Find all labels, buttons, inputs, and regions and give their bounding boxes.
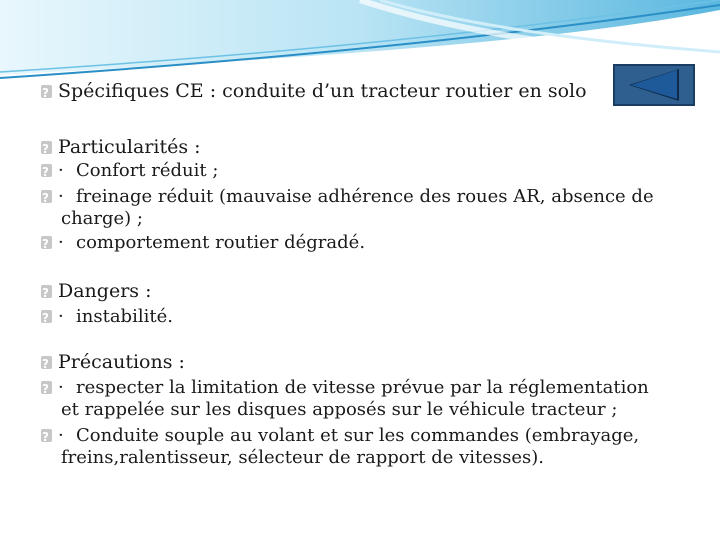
line-text: charge) ; <box>61 208 143 229</box>
line-text: freinage réduit (mauvaise adhérence des roues AR, absence de <box>76 186 654 207</box>
bullet-dot: · <box>58 425 64 446</box>
missing-glyph-icon <box>40 162 53 178</box>
missing-glyph-icon <box>40 139 53 155</box>
bullet-continuation <box>61 447 544 469</box>
back-button[interactable] <box>613 64 695 106</box>
bullet-dot: · <box>58 377 64 398</box>
line-text: instabilité. <box>76 306 173 327</box>
bullet-item <box>40 306 173 328</box>
missing-glyph-icon <box>40 283 53 299</box>
section-heading <box>40 351 185 373</box>
line-text: Conduite souple au volant et sur les commandes (embrayage, <box>76 425 640 446</box>
bullet-item <box>40 425 639 447</box>
section-heading <box>40 280 151 302</box>
line-text: Particularités : <box>58 136 201 158</box>
bullet-continuation <box>61 208 143 230</box>
line-text: Précautions : <box>58 351 185 373</box>
missing-glyph-icon <box>40 308 53 324</box>
bullet-item <box>40 186 654 208</box>
section-heading <box>40 136 201 158</box>
line-text: Confort réduit ; <box>76 160 219 181</box>
missing-glyph-icon <box>40 354 53 370</box>
line-text: freins,ralentisseur, sélecteur de rapport de vitesses). <box>61 447 545 468</box>
missing-glyph-icon <box>40 234 53 250</box>
bullet-continuation <box>61 399 617 421</box>
line-text: Spécifiques CE : conduite d’un tracteur routier en solo <box>58 80 587 102</box>
bullet-dot: · <box>58 186 64 207</box>
line-text: Dangers : <box>58 280 152 302</box>
section-heading <box>40 80 587 102</box>
bullet-dot: · <box>58 232 64 253</box>
header-wave-decoration <box>0 0 720 85</box>
line-text: et rappelée sur les disques apposés sur le véhicule tracteur ; <box>61 399 618 420</box>
bullet-item <box>40 232 365 254</box>
line-text: respecter la limitation de vitesse prévue par la réglementation <box>76 377 649 398</box>
line-text: comportement routier dégradé. <box>76 232 366 253</box>
bullet-dot: · <box>58 306 64 327</box>
bullet-item <box>40 160 218 182</box>
missing-glyph-icon <box>40 188 53 204</box>
missing-glyph-icon <box>40 83 53 99</box>
bullet-item <box>40 377 649 399</box>
bullet-dot: · <box>58 160 64 181</box>
missing-glyph-icon <box>40 379 53 395</box>
missing-glyph-icon <box>40 427 53 443</box>
triangle-left-icon <box>615 66 693 104</box>
